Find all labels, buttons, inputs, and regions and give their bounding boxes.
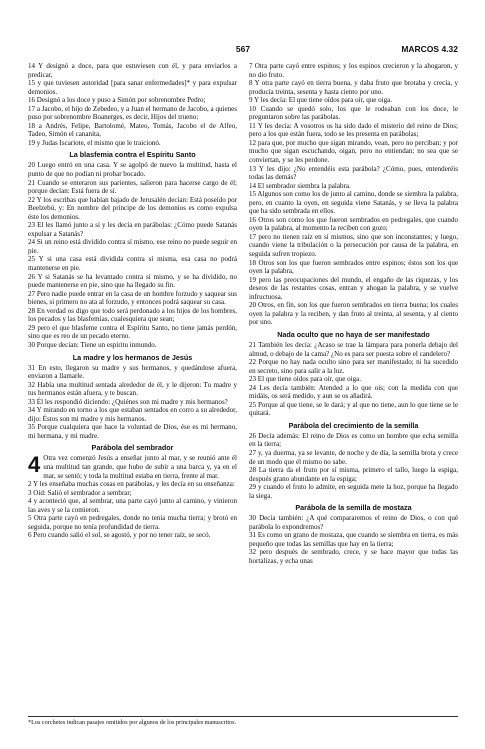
verse: 22 Y los escribas que habían bajado de Jerusalén decían: Está poseído por Beelzebú, y: En nombre del príncipe de los demonios es como expulsa éste los demonios. [28, 195, 237, 221]
running-head: MARCOS 4.32 [401, 44, 458, 54]
verse: 28 En verdad os digo que todo será perdonado a los hijos de los hombres, los pecados y las blasfemias, cualesquiera que sean; [28, 306, 237, 324]
verse: 35 Porque cualquiera que hace la voluntad de Dios, ése es mi hermano, mi hermana, y mi madre. [28, 423, 237, 440]
verse: 32 pero después de sembrado, crece, y se hace mayor que todas las hortalizas, y echa unas [249, 548, 458, 565]
verse: 7 Otra parte cayó entre espinos; y los espinos crecieron y la ahogaron, y no dio fruto. [249, 62, 458, 79]
verse: 23 El les llamó junto a sí y les decía en parábolas: ¿Cómo puede Satanás expulsar a Satanás? [28, 221, 237, 238]
verse: 31 En esto, llegaron su madre y sus hermanos, y quedándose afuera, enviaron a llamarle. [28, 363, 237, 381]
verse: 28 La tierra da el fruto por sí misma, primero el tallo, luego la espiga, después grano abundante en la espiga; [249, 466, 458, 483]
verse: 4 y aconteció que, al sembrar, una parte cayó junto al camino, y vinieron las aves y se la comieron. [28, 497, 237, 514]
verse: 10 Cuando se quedó solo, los que le rodeaban con los doce, le preguntaron sobre las parábolas. [249, 104, 458, 122]
section-heading: La madre y los hermanos de Jesús [72, 352, 193, 362]
verse: 21 Cuando se enteraron sus parientes, salieron para hacerse cargo de él; porque decían: Está fuera de sí. [28, 178, 237, 196]
verse: 24 Les decía también: Atended a lo que oís; con la medida con que midáis, os será medido, y aun se os añadirá. [249, 383, 458, 401]
section-heading: Parábola de la semilla de mostaza [295, 503, 412, 513]
verse: 14 Y designó a doce, para que estuviesen con él, y para enviarlos a predicar, [28, 62, 237, 79]
verse: 24 Si un reino está dividido contra sí mismo, ese reino no puede seguir en pie. [28, 238, 237, 255]
page-header [28, 44, 458, 56]
verse: 6 Pero cuando salió el sol, se agostó, y por no tener raíz, se secó. [28, 531, 211, 540]
verse: 34 Y mirando en torno a los que estaban sentados en corro a su alrededor, dijo: Éstos son mi madre y mis hermanos. [28, 406, 237, 423]
verse: 11 Y les decía: A vosotros os ha sido dado el misterio del reino de Dios; pero a los que están fuera, todo se les presenta en parábolas; [249, 121, 458, 139]
verse: 20 Otros, en fin, son los que fueron sembrados en tierra buena; los cuales oyen la palabra y la reciben, y dan fruto al treinta, al sesenta, y al ciento por uno. [249, 301, 458, 327]
verse: 2 Y les enseñaba muchas cosas en parábolas, y les decía en su enseñanza: [28, 480, 235, 489]
verse: 26 Decía además: El reino de Dios es como un hombre que echa semilla en la tierra; [249, 431, 458, 449]
verse: 26 Y si Satanás se ha levantado contra sí mismo, y se ha dividido, no puede mantenerse en pie, sino que ha llegado su fin. [28, 272, 237, 290]
verse: 8 Y otra parte cayó en tierra buena, y daba fruto que brotaba y crecía, y producía treinta, sesenta y hasta ciento por uno. [249, 79, 458, 96]
section-heading: Nada oculto que no haya de ser manifestado [277, 329, 430, 339]
verse: 17 a Jacobo, el hijo de Zebedeo, y a Juan el hermano de Jacobo, a quienes puso por sobrenombre Boanerges, es decir, Hijos del trueno; [28, 104, 237, 122]
verse: 17 pero no tienen raíz en sí mismos, sino que son inconstantes; y luego, cuando viene la tribulación o la persecución por causa de la palabra, en seguida sufren tropiezo. [249, 232, 458, 259]
section-heading: Parábola del crecimiento de la semilla [288, 420, 419, 430]
verse: 25 Porque al que tiene, se le dará; y al que no tiene, aun lo que tiene se le quitará. [249, 400, 458, 418]
verse: 23 El que tiene oídos para oír, que oiga. [249, 375, 362, 384]
right-column [249, 62, 458, 710]
footnote: *Los corchetes indican pasajes omitidos por algunos de los principales manuscritos. [28, 719, 237, 726]
verse-text: Otra vez comenzó Jesús a enseñar junto al mar, y se reunió ante él una multitud tan grande, que hubo de subir a una barca y, ya en el mar, se sentó; y toda la multitud estaba en tierra, frente al mar. [43, 454, 237, 480]
verse: 13 Y les dijo: ¿No entendéis esta parábola? ¿Cómo, pues, entenderéis todas las demás? [249, 164, 458, 182]
verse: 29 pero el que blasfeme contra el Espíritu Santo, no tiene jamás perdón, sino que es reo de un pecado eterno. [28, 323, 237, 341]
verse: 12 para que, por mucho que sigan mirando, vean, pero no perciban; y por mucho que sigan escuchando, oigan, pero no entiendan; no sea que se conviertan, y se les perdone. [249, 138, 458, 165]
text-columns [28, 62, 458, 710]
section-heading: La blasfemia contra el Espíritu Santo [69, 150, 196, 160]
verse: 9 Y les decía: El que tiene oídos para oír, que oiga. [249, 96, 393, 105]
page-number: 567 [235, 44, 251, 54]
chapter-number: 4 [28, 452, 41, 478]
verse: 16 Designó a los doce y puso a Simón por sobrenombre Pedro; [28, 96, 206, 105]
verse: 3 Oíd: Salió el sembrador a sembrar; [28, 488, 132, 497]
verse: 19 y Judas Iscariote, el mismo que le traicionó. [28, 138, 161, 147]
left-column [28, 62, 237, 710]
footnote-divider [28, 716, 458, 717]
verse: 20 Luego entró en una casa. Y se agolpó de nuevo la multitud, hasta el punto de que no podían ni probar bocado. [28, 161, 237, 179]
verse: 31 Es como un grano de mostaza, que cuando se siembra en tierra, es más pequeño que todas las semillas que hay en la tierra; [249, 531, 458, 548]
section-heading: Parábola del sembrador [91, 443, 174, 453]
verse: 30 Porque decían: Tiene un espíritu inmundo. [28, 340, 157, 349]
verse: 33 Él les respondió diciendo: ¿Quiénes son mi madre y mis hermanos? [28, 397, 228, 406]
verse: 16 Otros son como los que fueron sembrados en pedregales, que cuando oyen la palabra, al momento la reciben con gozo; [249, 215, 458, 233]
verse: 27 y, ya duerma, ya se levante, de noche y de día, la semilla brota y crece de un modo que él mismo no sabe. [249, 448, 458, 466]
verse: 27 Pero nadie puede entrar en la casa de un hombre forzudo y saquear sus bienes, si primero no ata al forzudo, y entonces podrá saquear su casa. [28, 289, 237, 307]
verse: 14 El sembrador siembra la palabra. [249, 181, 351, 190]
verse: 19 pero las preocupaciones del mundo, el engaño de las riquezas, y los deseos de las restantes cosas, entran y ahogan la palabra, y se vuelve infructuosa. [249, 275, 458, 301]
chapter-opening-paragraph [28, 454, 237, 480]
verse: 18 a Andrés, Felipe, Bartolomé, Mateo, Tomás, Jacobo el de Alfeo, Tadeo, Simón el cananita, [28, 121, 237, 139]
verse: 15 y que tuviesen autoridad [para sanar enfermedades]* y para expulsar demonios. [28, 79, 237, 96]
verse: 15 Algunos son como los de junto al camino, donde se siembra la palabra, pero, en cuanto la oyen, en seguida viene Satanás, y se lleva la palabra que ha sido sembrada en ellos. [249, 190, 458, 216]
verse: 22 Porque no hay nada oculto sino para ser manifestado; ni ha sucedido en secreto, sino para salir a la luz. [249, 358, 458, 375]
verse: 25 Y si una casa está dividida contra sí misma, esa casa no podrá mantenerse en pie. [28, 255, 237, 273]
verse: 18 Otros son los que fueron sembrados entre espinos; éstos son los que oyen la palabra, [249, 258, 458, 276]
verse: 32 Había una multitud sentada alrededor de él, y le dijeron: Tu madre y tus hermanos están afuera, y te buscan. [28, 380, 237, 398]
verse: 21 También les decía: ¿Acaso se trae la lámpara para ponerla debajo del almud, o debajo de la cama? ¿No es para ser puesta sobre el candelero? [249, 340, 458, 358]
verse: 5 Otra parte cayó en pedregales, donde no tenía mucha tierra; y brotó en seguida, porque no tenía profundidad de tierra. [28, 514, 237, 531]
verse: 29 y cuando el fruto lo admite, en seguida mete la hoz, porque ha llegado la siega. [249, 483, 458, 500]
verse: 30 Decía también: ¿A qué compararemos el reino de Dios, o con qué parábola lo expondremos? [249, 514, 458, 531]
